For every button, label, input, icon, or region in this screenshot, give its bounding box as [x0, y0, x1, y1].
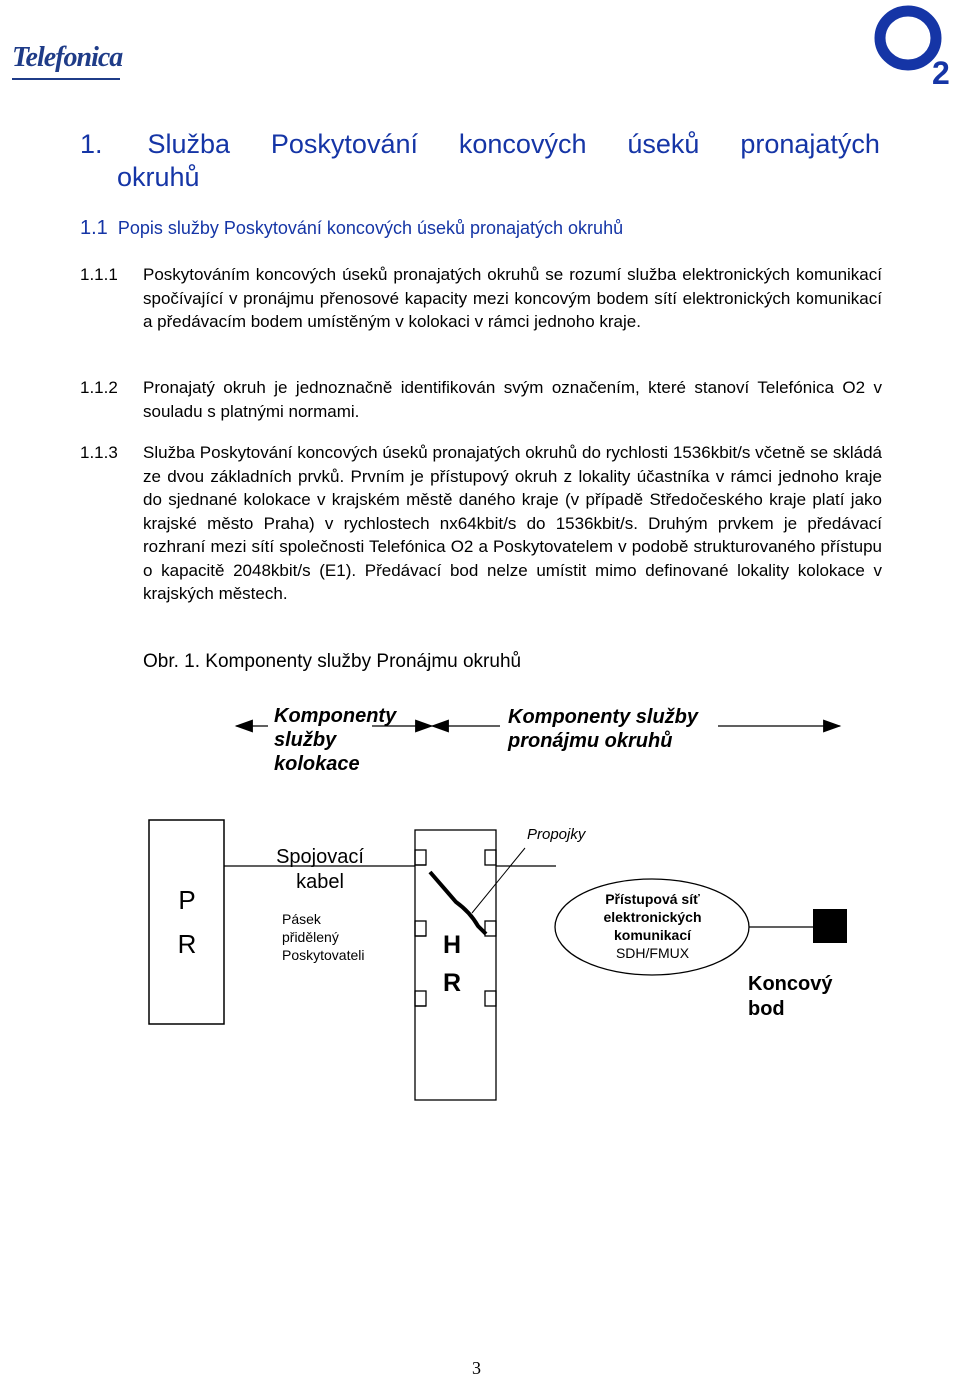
- o2-logo: [870, 0, 960, 90]
- heading-1-word: pronajatých: [740, 129, 880, 159]
- paragraph-number: 1.1.3: [80, 443, 118, 462]
- propojky-label: Propojky: [527, 826, 586, 843]
- network-label: [570, 890, 735, 962]
- paragraph-number: 1.1.1: [80, 265, 118, 284]
- network-label-line: komunikací: [613, 927, 692, 943]
- heading-1-word: úseků: [627, 129, 700, 159]
- label-pronajmu: [508, 705, 698, 753]
- paragraph-text: Pronajatý okruh je jednoznačně identifikován svým označením, které stanoví Telefónica O2 v souladu s platnými normami.: [143, 378, 882, 421]
- pr-label-letter: P: [178, 885, 196, 915]
- heading-2: [80, 217, 623, 240]
- o2-logo-subscript: 2: [932, 55, 950, 90]
- label-kolokace-line: kolokace: [274, 753, 360, 775]
- jumper-wire: [430, 872, 486, 934]
- paragraph-text: Poskytováním koncových úseků pronajatých okruhů se rozumí služba elektronických komunikací spočívající v pronájmu přenosové kapacity mezi koncovým bodem sítí elektronických komunikací a předávacím bodem umístěným v kolokaci v rámci jednoho kraje.: [143, 265, 882, 331]
- page-number: 3: [472, 1358, 481, 1378]
- figure-caption: Obr. 1. Komponenty služby Pronájmu okruhů: [143, 651, 522, 672]
- components-diagram: [0, 690, 960, 1110]
- heading-1-word: Poskytování: [270, 129, 418, 159]
- hr-label: [443, 926, 461, 1002]
- pasek-label-line: přidělený: [282, 929, 339, 945]
- endpoint-square: [813, 909, 847, 943]
- heading-1-word: koncových: [458, 129, 587, 159]
- heading-2-number: 1.1: [80, 217, 108, 239]
- propojky-pointer: [472, 848, 525, 913]
- koncovy-bod-label: [748, 972, 832, 1022]
- heading-2-text: Popis služby Poskytování koncových úseků pronajatých okruhů: [117, 218, 624, 238]
- telefonica-logo-underline: [12, 78, 120, 80]
- label-pronajmu-line: Komponenty služby: [508, 706, 699, 728]
- spojovaci-label-line: Spojovací: [276, 846, 364, 868]
- hr-label-letter: H: [443, 931, 462, 959]
- label-kolokace-line: Komponenty: [274, 705, 397, 727]
- label-kolokace-line: služby: [274, 729, 337, 751]
- heading-1-word: Služba: [147, 129, 230, 159]
- koncovy-bod-label-line: Koncový: [748, 973, 833, 995]
- heading-1-line2: okruhů: [117, 162, 200, 192]
- pr-label-letter: R: [177, 929, 197, 959]
- heading-1: [80, 128, 880, 161]
- network-label-line: elektronických: [603, 909, 702, 925]
- pasek-label: [282, 910, 364, 964]
- heading-1-number: 1.: [80, 129, 103, 159]
- pasek-label-line: Poskytovateli: [282, 947, 365, 963]
- network-label-line: Přístupová síť: [605, 891, 700, 907]
- spojovaci-label: [265, 845, 375, 895]
- koncovy-bod-label-line: bod: [748, 998, 785, 1020]
- label-pronajmu-line: pronájmu okruhů: [508, 730, 673, 752]
- pr-label: [172, 878, 202, 966]
- network-label-line: SDH/FMUX: [615, 945, 690, 961]
- label-kolokace: [274, 704, 396, 776]
- hr-label-letter: R: [443, 969, 462, 997]
- spojovaci-label-line: kabel: [296, 871, 344, 893]
- pasek-label-line: Pásek: [282, 911, 321, 927]
- paragraph-number: 1.1.2: [80, 378, 118, 397]
- paragraph-text: Služba Poskytování koncových úseků pronajatých okruhů do rychlosti 1536kbit/s včetně se skládá ze dvou základních prvků. Prvním je přístupový okruh z lokality účastníka v rámci jednoho kraje do sjednané kolokace v krajském městě daného kraje (v případě Středočeského kraje platí jako krajské město Praha) v rychlostech nx64kbit/s do 1536kbit/s. Druhým prvkem je předávací rozhraní mezi sítí společnosti Telefónica O2 a Poskytovatelem v podobě strukturovaného přístupu o kapacitě 2048kbit/s (E1). Předávací bod nelze umístit mimo definované lokality kolokace v krajských městech.: [143, 443, 882, 603]
- telefonica-logo: Telefonica: [12, 42, 123, 73]
